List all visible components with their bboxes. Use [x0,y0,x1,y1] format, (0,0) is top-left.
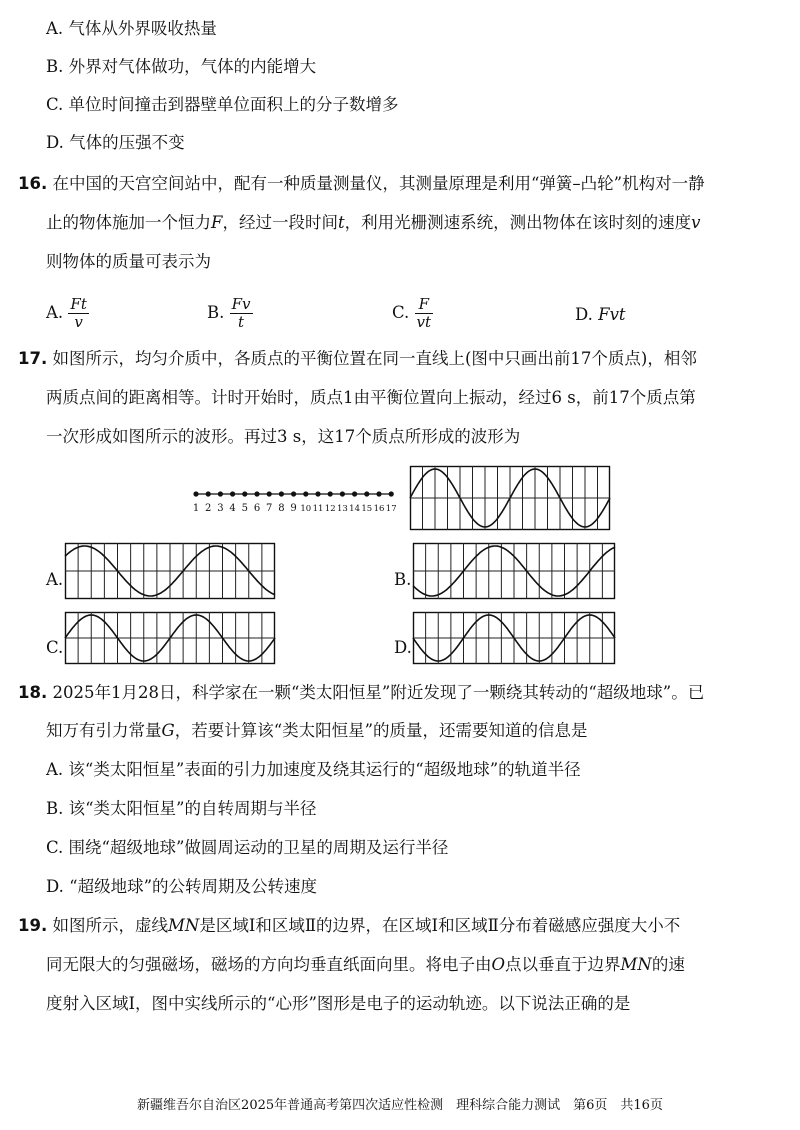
chain-particle-label: 7 [266,503,273,514]
q15-option-a: A. 气体从外界吸收热量 [46,19,217,38]
q16-option-d [575,305,626,325]
q16-symbol-v: v [691,213,701,232]
chain-particle [242,491,247,496]
q16-option-b-numerator: Fv [231,295,251,313]
q16-symbol-F: F [211,213,223,232]
wave-figure-option-a [65,543,275,599]
q16-line2 [46,211,700,235]
q16-option-d-label: D. [575,305,593,324]
q19-symbol-O: O [491,955,506,974]
q18-line1 [18,681,704,705]
q16-option-a [46,296,89,331]
chain-particle-label: 14 [349,504,361,514]
q15-option-c: C. 单位时间撞击到器壁单位面积上的分子数增多 [46,95,399,114]
q16-number: 16. [18,174,48,193]
q16-text-2a: 止的物体施加一个恒力 [46,213,211,232]
q16-option-a-fraction [68,296,88,331]
chain-particle-label: 1 [192,503,200,514]
chain-particle [230,491,235,496]
q19-line3: 度射入区域Ⅰ，图中实线所示的“心形”图形是电子的运动轨迹。以下说法正确的是 [46,994,631,1013]
q19-text-1a: 如图所示，虚线 [52,916,168,935]
q16-option-a-denominator: v [74,313,83,331]
q17-option-a-label: A. [46,570,64,589]
chain-particle-label: 2 [205,503,212,514]
chain-particle-label: 11 [312,504,324,514]
chain-particle-label: 10 [300,504,312,514]
chain-particle-label: 17 [385,504,397,514]
q16-option-b-fraction [230,296,253,331]
chain-particle [376,491,381,496]
chain-particle [254,491,259,496]
q16-option-a-label: A. [46,303,64,322]
q16-text-2c: ，利用光栅测速系统，测出物体在该时刻的速度 [344,213,692,232]
page-footer: 新疆维吾尔自治区2025年普通高考第四次适应性检测 理科综合能力测试 第6页 共16页 [137,1098,663,1113]
chain-particle-label: 12 [324,504,336,514]
q16-option-b-denominator: t [238,313,245,331]
chain-particle-label: 16 [373,504,385,514]
q19-symbol-MN: MN [167,916,200,935]
wave-figure-option-c [65,612,275,664]
q17-line2: 两质点间的距离相等。计时开始时，质点1由平衡位置向上振动，经过6 s，前17个质点第 [46,388,696,407]
chain-particle [340,491,345,496]
q19-number: 19. [18,916,48,935]
q17-text-1: 如图所示，均匀介质中，各质点的平衡位置在同一直线上(图中只画出前17个质点)，相邻 [52,349,697,368]
q18-option-c: C. 围绕“超级地球”做圆周运动的卫星的周期及运行半径 [46,838,449,857]
wave-figure-option-d [413,612,615,664]
q18-text-2a: 知万有引力常量 [46,721,162,740]
q15-option-d: D. 气体的压强不变 [46,133,185,152]
chain-particle [291,491,296,496]
q17-number: 17. [18,349,48,368]
chain-particle [218,491,223,496]
q16-symbol-t: t [337,213,345,232]
q18-option-b: B. 该“类太阳恒星”的自转周期与半径 [46,799,317,818]
q16-option-c-numerator: F [415,296,434,314]
q18-number: 18. [18,683,48,702]
q16-option-b-label: B. [207,303,225,322]
q19-line1 [18,914,680,938]
chain-particle [364,491,369,496]
q19-text-2b: 点以垂直于边界 [505,955,621,974]
q16-option-a-numerator: Ft [70,295,87,313]
q16-option-c-denominator: vt [416,313,432,331]
grid-lines [65,543,275,599]
q18-symbol-G: G [161,721,175,740]
chain-particle [352,491,357,496]
q17-line3: 一次形成如图所示的波形。再过3 s，这17个质点所形成的波形为 [46,427,521,446]
q18-option-d: D. “超级地球”的公转周期及公转速度 [46,877,318,896]
chain-particle-label: 15 [361,504,373,514]
q17-option-b-label: B. [394,570,412,589]
chain-particle-label: 8 [278,503,285,514]
q16-line1 [18,172,705,196]
chain-particle [315,491,320,496]
chain-particle-label: 4 [229,503,236,514]
chain-particle [193,491,198,496]
q16-option-c-fraction [415,296,434,331]
q18-option-a: A. 该“类太阳恒星”表面的引力加速度及绕其运行的“超级地球”的轨道半径 [46,760,581,779]
q16-option-c [392,296,433,331]
chain-particle-label: 3 [217,503,224,514]
q19-text-1b: 是区域Ⅰ和区域Ⅱ的边界，在区域Ⅰ和区域Ⅱ分布着磁感应强度大小不 [199,916,681,935]
particle-chain-figure [190,482,410,522]
q17-option-d-label: D. [394,638,412,657]
q17-line1 [18,347,697,371]
chain-particle [303,491,308,496]
chain-particle-label: 6 [253,503,261,514]
chain-particle-label: 13 [336,504,348,514]
chain-particle [206,491,211,496]
q16-text-1: 在中国的天宫空间站中，配有一种质量测量仪，其测量原理是利用“弹簧–凸轮”机构对一静 [52,174,705,193]
chain-particle-label: 5 [241,503,248,514]
q19-symbol-MN-2: MN [620,955,652,974]
grid-lines [413,543,615,599]
q16-line3: 则物体的质量可表示为 [46,252,211,271]
chain-particle [279,491,284,496]
q18-line2 [46,719,588,743]
chain-particle [267,491,272,496]
chain-particle [328,491,333,496]
chain-particle [389,491,394,496]
q18-text-2b: ，若要计算该“类太阳恒星”的质量，还需要知道的信息是 [174,721,588,740]
q15-option-b: B. 外界对气体做功，气体的内能增大 [46,57,317,76]
wave-figure-main [410,466,610,530]
q19-text-2c: 的速 [651,955,685,974]
q16-option-d-value: Fvt [598,305,626,324]
q18-text-1: 2025年1月28日，科学家在一颗“类太阳恒星”附近发现了一颗绕其转动的“超级地球”。已 [52,683,705,702]
q17-option-c-label: C. [46,638,64,657]
q16-option-b [207,296,253,331]
chain-particle-label: 9 [290,503,297,514]
q19-line2 [46,953,685,977]
q19-text-2a: 同无限大的匀强磁场，磁场的方向均垂直纸面向里。将电子由 [46,955,492,974]
q16-text-2b: ，经过一段时间 [222,213,338,232]
wave-figure-option-b [413,543,615,599]
q16-option-c-label: C. [392,303,410,322]
